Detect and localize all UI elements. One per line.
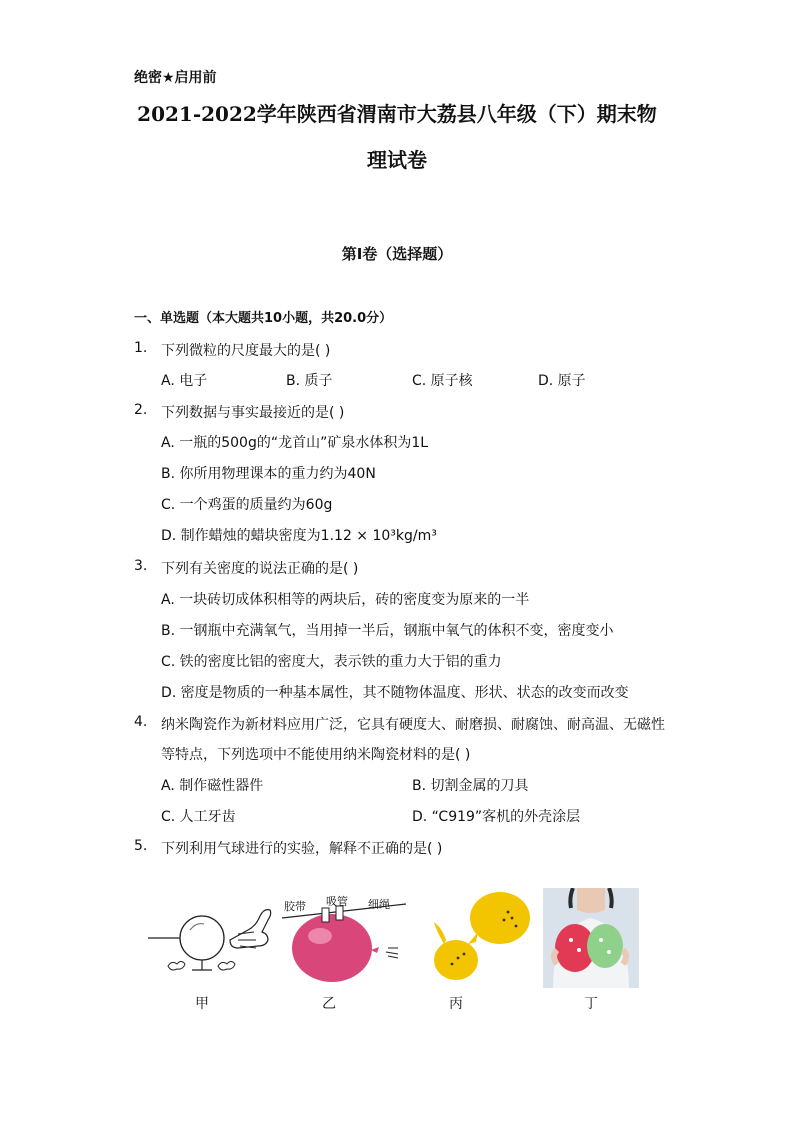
question-number: 3. bbox=[134, 558, 148, 574]
option-c: C. 铁的密度比铝的密度大，表示铁的重力大于铝的重力 bbox=[161, 654, 502, 670]
question-number: 5. bbox=[134, 838, 148, 854]
figure-label-yi: 乙 bbox=[322, 996, 336, 1012]
annotation-straw: 吸管 bbox=[326, 895, 348, 908]
confidential-mark: 绝密★启用前 bbox=[134, 70, 217, 86]
figure-jia-drawing bbox=[146, 900, 276, 980]
option-a: A. 制作磁性器件 bbox=[161, 778, 264, 794]
figure-label-jia: 甲 bbox=[195, 996, 209, 1012]
figure-label-bing: 丙 bbox=[449, 996, 463, 1012]
annotation-string: 细绳 bbox=[368, 898, 390, 911]
annotation-tape: 胶带 bbox=[284, 900, 306, 913]
option-d: D. “C919”客机的外壳涂层 bbox=[412, 809, 581, 825]
question-stem-line1: 纳米陶瓷作为新材料应用广泛，它具有硬度大、耐磨损、耐腐蚀、耐高温、无磁性 bbox=[161, 717, 665, 733]
section-title: 一、单选题（本大题共10小题，共20.0分） bbox=[134, 311, 393, 326]
option-a: A. 电子 bbox=[161, 373, 208, 389]
figure-label-ding: 丁 bbox=[584, 996, 598, 1012]
option-b: B. 切割金属的刀具 bbox=[412, 778, 529, 794]
option-b: B. 质子 bbox=[286, 373, 333, 389]
exam-title-line1: 2021-2022学年陕西省渭南市大荔县八年级（下）期末物 bbox=[137, 102, 657, 126]
option-a: A. 一瓶的500g的“龙首山”矿泉水体积为1L bbox=[161, 435, 429, 451]
figure-bing-drawing bbox=[422, 888, 538, 988]
option-c: C. 原子核 bbox=[412, 373, 473, 389]
figure-ding-photo bbox=[543, 888, 639, 988]
question-number: 1. bbox=[134, 340, 148, 356]
option-d: D. 密度是物质的一种基本属性，其不随物体温度、形状、状态的改变而改变 bbox=[161, 685, 629, 701]
option-d: D. 原子 bbox=[538, 373, 586, 389]
question-stem-line2: 等特点，下列选项中不能使用纳米陶瓷材料的是( ) bbox=[161, 747, 471, 763]
question-number: 4. bbox=[134, 714, 148, 730]
question-stem: 下列有关密度的说法正确的是( ) bbox=[161, 561, 359, 577]
option-b: B. 你所用物理课本的重力约为40N bbox=[161, 466, 376, 482]
exam-title-line2: 理试卷 bbox=[367, 148, 427, 172]
option-d: D. 制作蜡烛的蜡块密度为1.12 × 10³kg/m³ bbox=[161, 528, 437, 544]
part-title: 第I卷（选择题） bbox=[341, 245, 453, 263]
option-b: B. 一钢瓶中充满氧气，当用掉一半后，钢瓶中氧气的体积不变，密度变小 bbox=[161, 623, 614, 639]
question-stem: 下列利用气球进行的实验，解释不正确的是( ) bbox=[161, 841, 443, 857]
question-stem: 下列数据与事实最接近的是( ) bbox=[161, 405, 345, 421]
question-number: 2. bbox=[134, 402, 148, 418]
option-a: A. 一块砖切成体积相等的两块后，砖的密度变为原来的一半 bbox=[161, 592, 530, 608]
question-stem: 下列微粒的尺度最大的是( ) bbox=[161, 343, 331, 359]
option-c: C. 一个鸡蛋的质量约为60g bbox=[161, 497, 333, 513]
option-c: C. 人工牙齿 bbox=[161, 809, 236, 825]
